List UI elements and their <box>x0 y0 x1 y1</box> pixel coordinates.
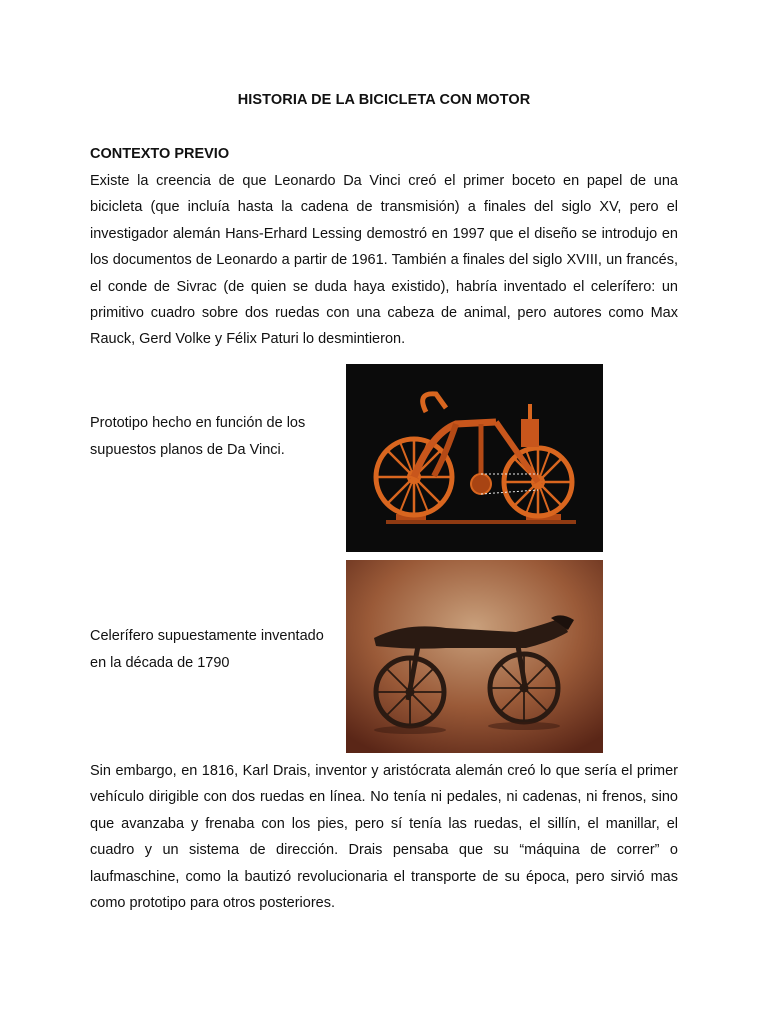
celerifero-photo <box>346 560 603 753</box>
document-title: HISTORIA DE LA BICICLETA CON MOTOR <box>237 92 531 108</box>
wooden-bicycle-illustration <box>346 364 603 552</box>
figure-caption-celerifero: Celerífero supuestamente inventado en la década de 1790 <box>90 628 324 671</box>
section-heading: CONTEXTO PREVIO <box>90 146 230 162</box>
celerifero-illustration <box>346 560 603 753</box>
da-vinci-bicycle-photo <box>346 364 603 552</box>
paragraph-intro: Existe la creencia de que Leonardo Da Vinci creó el primer boceto en papel de una bicicleta (que incluía hasta la cadena de transmisión) a finales del siglo XV, pero el investigador alemán Hans-Erhard Lessing demostró en 1997 que el diseño se introdujo en los documentos de Leonardo a partir de 1961. También a finales del siglo XVIII, un francés, el conde de Sivrac (de quien se duda haya existido), habría inventado el celerífero: un primitivo cuadro sobre dos ruedas con una cabeza de animal, pero autores como Max Rauck, Gerd Volke y Félix Paturi lo desmintieron. <box>90 173 678 348</box>
paragraph-karl-drais: Sin embargo, en 1816, Karl Drais, inventor y aristócrata alemán creó lo que sería el primer vehículo dirigible con dos ruedas en línea. No tenía ni pedales, ni cadenas, ni frenos, sino que avanzaba y frenaba con los pies, pero sí tenía las ruedas, el sillín, el manillar, el cuadro y un sistema de dirección. Drais pensaba que su “máquina de correr” o laufmaschine, como la bautizó revolucionaria el transporte de su época, pero sirvió mas como prototipo para otros posteriores. <box>90 763 678 912</box>
figure-caption-da-vinci: Prototipo hecho en función de los supuestos planos de Da Vinci. <box>90 415 306 458</box>
